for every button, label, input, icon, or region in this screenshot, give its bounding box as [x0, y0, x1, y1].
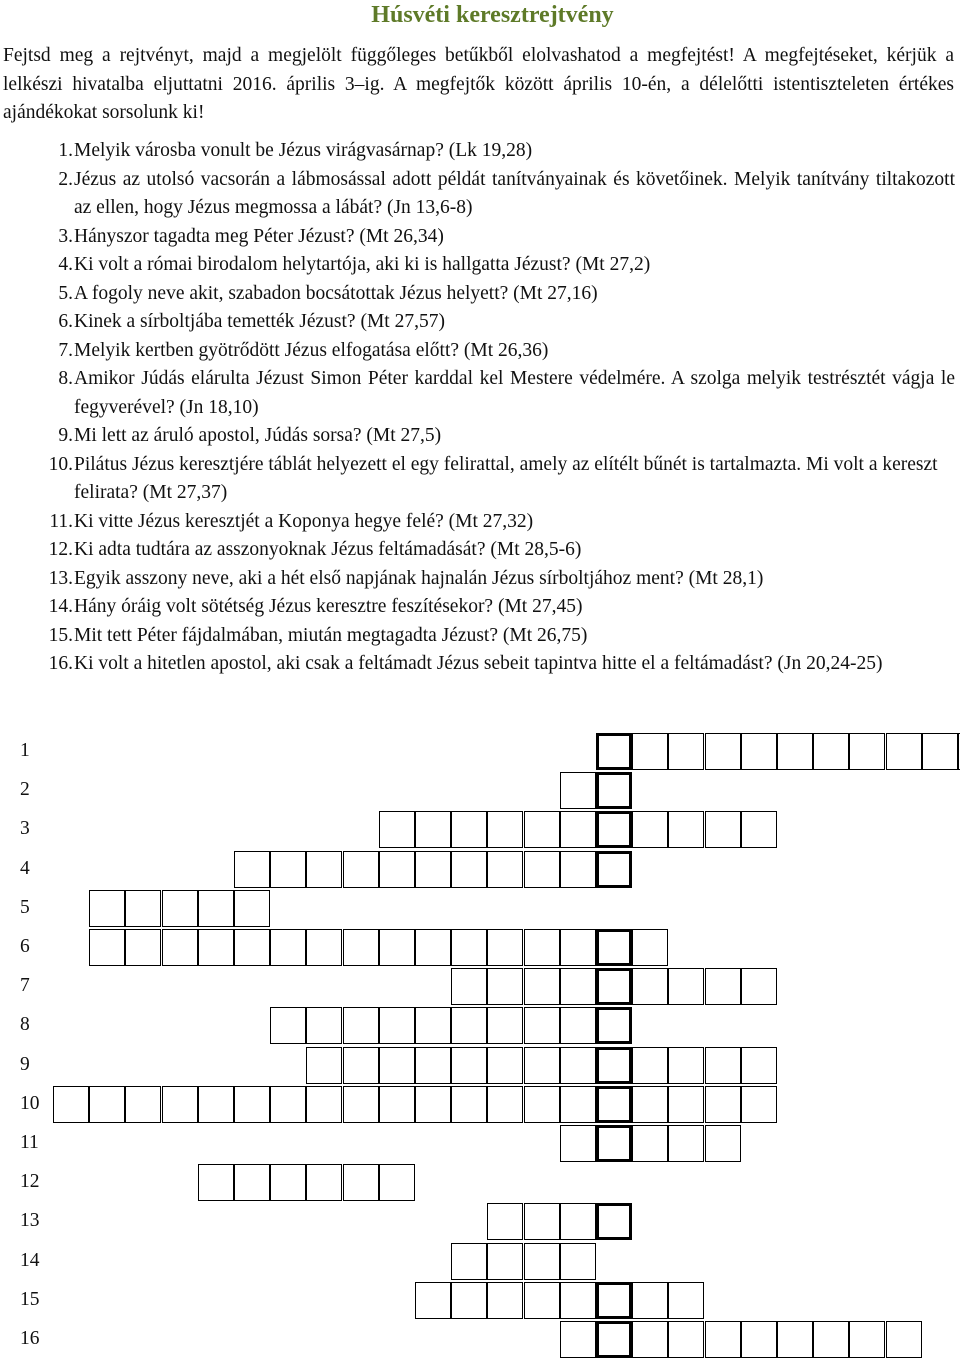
solution-cell[interactable]: [596, 851, 632, 888]
intro-paragraph: Fejtsd meg a rejtvényt, majd a megjelölt függőleges betűkből elolvashatod a megfejtést! A megfejtéseket, kérjük a lelkészi hivatalba eljuttatni 2016. április 3–ig. A megfejtők között április 10-én, a délelőtti istentiszteleten értékes ajándékokat sorsolunk ki!: [3, 45, 954, 123]
crossword-cell[interactable]: [89, 890, 125, 927]
row-number: 10: [20, 1092, 40, 1114]
solution-cell[interactable]: [596, 1321, 632, 1358]
crossword-cell[interactable]: [560, 772, 596, 809]
crossword-cell[interactable]: [524, 1282, 560, 1319]
crossword-cell[interactable]: [89, 1086, 125, 1123]
crossword-cell[interactable]: [125, 929, 161, 966]
crossword-cell[interactable]: [560, 811, 596, 848]
crossword-cell[interactable]: [379, 811, 415, 848]
crossword-cell[interactable]: [560, 1007, 596, 1044]
crossword-cell[interactable]: [125, 890, 161, 927]
row-number: 9: [20, 1053, 30, 1075]
crossword-cell[interactable]: [451, 1243, 487, 1280]
question-item: 16. Ki volt a hitetlen apostol, aki csak a feltámadt Jézus sebeit tapintva hitte el a feltámadást? (Jn 20,24-25): [0, 650, 955, 679]
crossword-cell[interactable]: [415, 811, 451, 848]
row-number: 7: [20, 975, 30, 997]
question-text: Ki vitte Jézus keresztjét a Koponya hegye felé? (Mt 27,32): [74, 510, 534, 532]
row-number: 13: [20, 1210, 40, 1232]
crossword-cell[interactable]: [560, 1282, 596, 1319]
crossword-cell[interactable]: [741, 733, 777, 770]
crossword-cell[interactable]: [777, 733, 813, 770]
question-item: 4. Ki volt a római birodalom helytartója, aki ki is hallgatta Jézust? (Mt 27,2): [0, 251, 955, 280]
row-number: 14: [20, 1249, 40, 1271]
crossword-cell[interactable]: [343, 1086, 379, 1123]
crossword-cell[interactable]: [668, 733, 704, 770]
crossword-cell[interactable]: [379, 1047, 415, 1084]
crossword-cell[interactable]: [487, 1047, 523, 1084]
question-text: Pilátus Jézus keresztjére táblát helyezett el egy felirattal, amely az elítélt bűnét is tartalmazta. Mi volt a kereszt felirata? (Mt 27,37): [74, 453, 938, 503]
crossword-cell[interactable]: [198, 1164, 234, 1201]
solution-cell[interactable]: [596, 1047, 632, 1084]
crossword-cell[interactable]: [813, 1321, 849, 1358]
question-item: 12. Ki adta tudtára az asszonyoknak Jézus feltámadását? (Mt 28,5-6): [0, 536, 955, 565]
question-text: Melyik kertben gyötrődött Jézus elfogatása előtt? (Mt 26,36): [74, 339, 549, 361]
crossword-cell[interactable]: [886, 733, 922, 770]
crossword-cell[interactable]: [415, 1086, 451, 1123]
crossword-cell[interactable]: [560, 968, 596, 1005]
solution-cell[interactable]: [596, 1007, 632, 1044]
crossword-cell[interactable]: [524, 1007, 560, 1044]
row-number: 6: [20, 936, 30, 957]
crossword-cell[interactable]: [524, 1047, 560, 1084]
crossword-cell[interactable]: [451, 1047, 487, 1084]
crossword-cell[interactable]: [632, 1321, 668, 1358]
crossword-cell[interactable]: [487, 929, 523, 966]
crossword-cell[interactable]: [198, 890, 234, 927]
row-number: 5: [20, 896, 30, 918]
solution-cell[interactable]: [596, 1282, 632, 1319]
question-item: 14. Hány óráig volt sötétség Jézus keresztre feszítésekor? (Mt 27,45): [0, 593, 955, 622]
crossword-cell[interactable]: [270, 851, 306, 888]
crossword-cell[interactable]: [632, 811, 668, 848]
solution-cell[interactable]: [596, 811, 632, 848]
solution-cell[interactable]: [596, 1203, 632, 1240]
crossword-cell[interactable]: [125, 1086, 161, 1123]
solution-cell[interactable]: [596, 1086, 632, 1123]
crossword-cell[interactable]: [162, 890, 198, 927]
question-item: 1. Melyik városba vonult be Jézus virágvasárnap? (Lk 19,28): [0, 137, 955, 166]
crossword-cell[interactable]: [705, 1086, 741, 1123]
crossword-cell[interactable]: [668, 811, 704, 848]
question-item: 7. Melyik kertben gyötrődött Jézus elfogatása előtt? (Mt 26,36): [0, 337, 955, 366]
question-text: Egyik asszony neve, aki a hét első napjának hajnalán Jézus sírboltjához ment? (Mt 28,1): [74, 567, 764, 589]
crossword-cell[interactable]: [705, 733, 741, 770]
page-title: Húsvéti keresztrejtvény: [371, 2, 614, 28]
crossword-cell[interactable]: [306, 1086, 342, 1123]
crossword-cell[interactable]: [487, 1282, 523, 1319]
crossword-cell[interactable]: [705, 811, 741, 848]
row-number: 2: [20, 779, 30, 801]
crossword-cell[interactable]: [487, 1203, 523, 1240]
question-text: Jézus az utolsó vacsorán a lábmosással adott példát tanítványainak és követőinek. Melyik tanítvány tiltakozott az ellen, hogy Jézus megmossa a lábát? (Jn 13,6-8): [74, 168, 955, 218]
crossword-cell[interactable]: [668, 1321, 704, 1358]
crossword-cell[interactable]: [234, 851, 270, 888]
crossword-cell[interactable]: [451, 968, 487, 1005]
crossword-cell[interactable]: [343, 1007, 379, 1044]
crossword-cell[interactable]: [306, 929, 342, 966]
row-number: 1: [20, 740, 30, 761]
question-item: 10. Pilátus Jézus keresztjére táblát helyezett el egy felirattal, amely az elítélt bűnét is tartalmazta. Mi volt a kereszt felirata? (Mt 27,37): [0, 451, 955, 508]
crossword-cell[interactable]: [451, 811, 487, 848]
crossword-cell[interactable]: [343, 851, 379, 888]
crossword-cell[interactable]: [741, 811, 777, 848]
crossword-cell[interactable]: [379, 1007, 415, 1044]
crossword-cell[interactable]: [632, 929, 668, 966]
crossword-cell[interactable]: [705, 1125, 741, 1162]
question-text: Kinek a sírboltjába temették Jézust? (Mt 27,57): [74, 311, 445, 332]
crossword-cell[interactable]: [234, 929, 270, 966]
crossword-cell[interactable]: [379, 1086, 415, 1123]
crossword-cell[interactable]: [705, 968, 741, 1005]
crossword-cell[interactable]: [89, 929, 125, 966]
question-item: 5. A fogoly neve akit, szabadon bocsátottak Jézus helyett? (Mt 27,16): [0, 280, 955, 309]
question-text: Ki volt a római birodalom helytartója, aki ki is hallgatta Jézust? (Mt 27,2): [74, 254, 651, 275]
crossword-cell[interactable]: [813, 733, 849, 770]
question-text: Hányszor tagadta meg Péter Jézust? (Mt 26,34): [74, 225, 444, 247]
crossword-cell[interactable]: [270, 929, 306, 966]
crossword-cell[interactable]: [379, 1164, 415, 1201]
crossword-cell[interactable]: [451, 1007, 487, 1044]
crossword-cell[interactable]: [270, 1007, 306, 1044]
crossword-cell[interactable]: [668, 968, 704, 1005]
crossword-cell[interactable]: [741, 1086, 777, 1123]
row-number: 11: [20, 1132, 39, 1153]
question-item: 6. Kinek a sírboltjába temették Jézust? (Mt 27,57): [0, 308, 955, 337]
crossword-cell[interactable]: [306, 1047, 342, 1084]
crossword-cell[interactable]: [487, 1007, 523, 1044]
crossword-cell[interactable]: [886, 1321, 922, 1358]
row-number: 12: [20, 1171, 40, 1193]
crossword-cell[interactable]: [234, 1086, 270, 1123]
crossword-cell[interactable]: [53, 1086, 89, 1123]
crossword-cell[interactable]: [415, 929, 451, 966]
crossword-cell[interactable]: [270, 1164, 306, 1201]
question-item: 8. Amikor Júdás elárulta Jézust Simon Péter karddal kel Mestere védelmére. A szolga melyik testrésztét vágja le fegyverével? (Jn 18,10): [0, 365, 955, 422]
crossword-cell[interactable]: [343, 929, 379, 966]
crossword-cell[interactable]: [524, 929, 560, 966]
crossword-cell[interactable]: [668, 1086, 704, 1123]
crossword-cell[interactable]: [632, 1282, 668, 1319]
question-item: 13. Egyik asszony neve, aki a hét első napjának hajnalán Jézus sírboltjához ment? (Mt 28,1): [0, 565, 955, 594]
crossword-cell[interactable]: [451, 1086, 487, 1123]
crossword-cell[interactable]: [234, 890, 270, 927]
question-text: Melyik városba vonult be Jézus virágvasárnap? (Lk 19,28): [74, 140, 533, 161]
question-text: Mit tett Péter fájdalmában, miután megtagadta Jézust? (Mt 26,75): [74, 624, 588, 646]
crossword-cell[interactable]: [849, 1321, 885, 1358]
question-item: 2. Jézus az utolsó vacsorán a lábmosással adott példát tanítványainak és követőinek. Melyik tanítvány tiltakozott az ellen, hogy Jézus megmossa a lábát? (Jn 13,6-8): [0, 166, 955, 223]
crossword-cell[interactable]: [560, 1321, 596, 1358]
question-text: Amikor Júdás elárulta Jézust Simon Péter karddal kel Mestere védelmére. A szolga melyik testrésztét vágja le fegyverével? (Jn 18,10): [74, 368, 955, 418]
crossword-cell[interactable]: [741, 1047, 777, 1084]
solution-cell[interactable]: [596, 1125, 632, 1162]
crossword-cell[interactable]: [524, 1086, 560, 1123]
crossword-cell[interactable]: [343, 1164, 379, 1201]
crossword-cell[interactable]: [632, 968, 668, 1005]
question-text: Mi lett az áruló apostol, Júdás sorsa? (Mt 27,5): [74, 425, 442, 446]
crossword-cell[interactable]: [234, 1164, 270, 1201]
crossword-cell[interactable]: [849, 733, 885, 770]
crossword-cell[interactable]: [306, 851, 342, 888]
crossword-cell[interactable]: [487, 1243, 523, 1280]
crossword-cell[interactable]: [198, 1086, 234, 1123]
crossword-cell[interactable]: [162, 1086, 198, 1123]
crossword-cell[interactable]: [524, 851, 560, 888]
question-text: Ki adta tudtára az asszonyoknak Jézus feltámadását? (Mt 28,5-6): [74, 539, 582, 560]
crossword-cell[interactable]: [560, 1203, 596, 1240]
crossword-cell[interactable]: [451, 1282, 487, 1319]
crossword-cell[interactable]: [668, 1047, 704, 1084]
crossword-cell[interactable]: [668, 1282, 704, 1319]
crossword-cell[interactable]: [487, 811, 523, 848]
crossword-cell[interactable]: [487, 968, 523, 1005]
crossword-cell[interactable]: [705, 1047, 741, 1084]
row-number: 4: [20, 857, 30, 879]
row-number: 3: [20, 818, 30, 840]
crossword-cell[interactable]: [560, 1125, 596, 1162]
crossword-cell[interactable]: [705, 1321, 741, 1358]
crossword-cell[interactable]: [162, 929, 198, 966]
question-text: Ki volt a hitetlen apostol, aki csak a feltámadt Jézus sebeit tapintva hitte el a feltámadást? (Jn 20,24-25): [74, 653, 883, 674]
question-item: 9. Mi lett az áruló apostol, Júdás sorsa? (Mt 27,5): [0, 422, 955, 451]
row-number: 16: [20, 1328, 40, 1349]
crossword-cell[interactable]: [632, 1086, 668, 1123]
crossword-cell[interactable]: [632, 733, 668, 770]
solution-cell[interactable]: [596, 772, 632, 809]
row-number: 8: [20, 1014, 30, 1036]
solution-cell[interactable]: [596, 968, 632, 1005]
crossword-cell[interactable]: [415, 851, 451, 888]
crossword-cell[interactable]: [487, 1086, 523, 1123]
question-text: Hány óráig volt sötétség Jézus keresztre feszítésekor? (Mt 27,45): [74, 596, 583, 617]
crossword-cell[interactable]: [379, 851, 415, 888]
crossword-cell[interactable]: [415, 1282, 451, 1319]
crossword-cell[interactable]: [198, 929, 234, 966]
crossword-cell[interactable]: [922, 733, 958, 770]
crossword-cell[interactable]: [524, 811, 560, 848]
crossword-cell[interactable]: [632, 1125, 668, 1162]
solution-cell[interactable]: [596, 929, 632, 966]
question-item: 11. Ki vitte Jézus keresztjét a Koponya hegye felé? (Mt 27,32): [0, 508, 955, 537]
crossword-cell[interactable]: [306, 1007, 342, 1044]
crossword-cell[interactable]: [415, 1007, 451, 1044]
crossword-cell[interactable]: [524, 968, 560, 1005]
crossword-cell[interactable]: [343, 1047, 379, 1084]
row-number: 15: [20, 1288, 40, 1310]
crossword-cell[interactable]: [560, 1086, 596, 1123]
question-item: 3. Hányszor tagadta meg Péter Jézust? (Mt 26,34): [0, 223, 955, 252]
crossword-cell[interactable]: [560, 851, 596, 888]
crossword-cell[interactable]: [524, 1243, 560, 1280]
crossword-cell[interactable]: [560, 929, 596, 966]
crossword-cell[interactable]: [632, 1047, 668, 1084]
crossword-cell[interactable]: [777, 1321, 813, 1358]
crossword-cell[interactable]: [741, 1321, 777, 1358]
crossword-cell[interactable]: [451, 929, 487, 966]
crossword-cell[interactable]: [379, 929, 415, 966]
crossword-cell[interactable]: [560, 1243, 596, 1280]
question-text: A fogoly neve akit, szabadon bocsátottak Jézus helyett? (Mt 27,16): [74, 282, 598, 304]
crossword-cell[interactable]: [524, 1203, 560, 1240]
crossword-cell[interactable]: [668, 1125, 704, 1162]
crossword-cell[interactable]: [560, 1047, 596, 1084]
crossword-cell[interactable]: [306, 1164, 342, 1201]
crossword-cell[interactable]: [451, 851, 487, 888]
question-item: 15. Mit tett Péter fájdalmában, miután megtagadta Jézust? (Mt 26,75): [0, 622, 955, 651]
crossword-cell[interactable]: [741, 968, 777, 1005]
crossword-cell[interactable]: [270, 1086, 306, 1123]
crossword-cell[interactable]: [415, 1047, 451, 1084]
crossword-cell[interactable]: [487, 851, 523, 888]
solution-cell[interactable]: [596, 733, 632, 770]
